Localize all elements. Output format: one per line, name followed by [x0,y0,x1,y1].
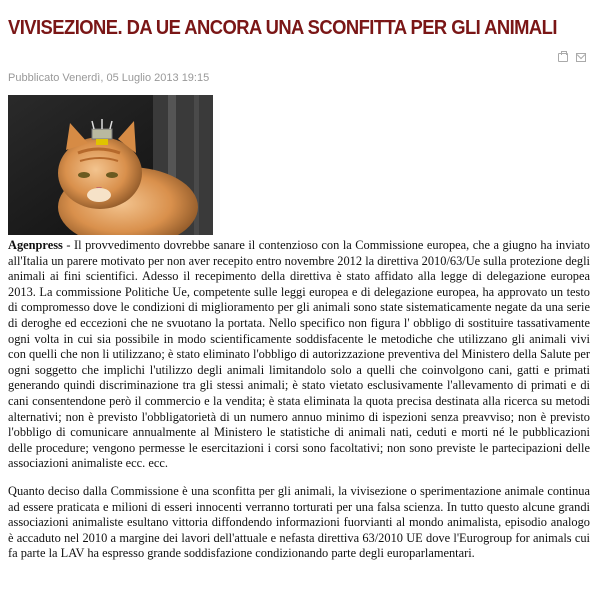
article-paragraph: Quanto deciso dalla Commissione è una sconfitta per gli animali, la vivisezione o sperimentazione animale continua ad essere praticata e milioni di esseri innocenti verranno torturati per una falsa scienza. In tutto questo alcune grandi associazioni animaliste esultano vittoria diffondendo informazioni fuorvianti al mondo animalista, episodio analogo è accaduto nel 2010 a margine dei lavori dell'attuale e nefasta direttiva 63/2010 UE dove l'Eurogroup for animals cui fa parte la LAV ha espresso grande soddisfazione condizionando parte degli europarlamentari. [8,483,590,561]
published-date: Pubblicato Venerdì, 05 Luglio 2013 19:15 [8,72,210,84]
article-title: VIVISEZIONE. DA UE ANCORA UNA SCONFITTA PER GLI ANIMALI [8,17,557,39]
paragraph-text: - Il provvedimento dovrebbe sanare il contenzioso con la Commissione europea, che a giugno ha inviato all'Italia un parere motivato per non aver recepito entro novembre 2012 la direttiva 2010/63/Ue sulla protezione degli animali ai fini scientifici. Adesso il recepimento della direttiva è stato affidato alla legge di delegazione europea 2013. La commissione Politiche Ue, competente sulle leggi europea e di delegazione europea, ha approvato un testo di compromesso dove le condizioni di miglioramento per gli animali sono state sistematicamente negate da una serie di deroghe ed eccezioni che ne svuotano la portata. Nello specifico non figura l' obbligo di sostituire tassativamente ogni volta in cui sia possibile in modo scientificamente soddisfacente le metodiche che utilizzano gli animali vivi con quelli che non li utilizzano; è stato eliminato l'obbligo di autorizzazione preventiva del Ministero della Salute per ogni soggetto che implichi l'utilizzo degli animali limitandolo solo a quelli che coinvolgono cani, gatti e primati generando quindi discriminazione tra gli stessi animali; è stato vietato esclusivamente l'allevamento di primati e di cani consentendone però il commercio e la vendita; è stata eliminata la quota precisa destinata alla ricerca su metodi alternativi; non è previsto l'obbligatorietà di un numero annuo minimo di ispezioni senza preavviso; non è previsto l'obbligo di comunicare annualmente al Ministero le statistiche di animali nati, ceduti e morti né le pubblicazioni delle procedure; vengono permesse le esercitazioni i corsi sono facoltativi; non sono previste le partecipazioni delle associazioni animaliste ecc. ecc. [8,238,590,471]
article-tools [558,53,586,62]
article-paragraph [8,238,590,472]
print-icon[interactable] [558,53,568,62]
email-icon[interactable] [576,53,586,62]
cat-photo [8,95,213,235]
article-source: Agenpress [8,238,63,252]
article-image [8,95,213,235]
article-body [8,238,590,574]
